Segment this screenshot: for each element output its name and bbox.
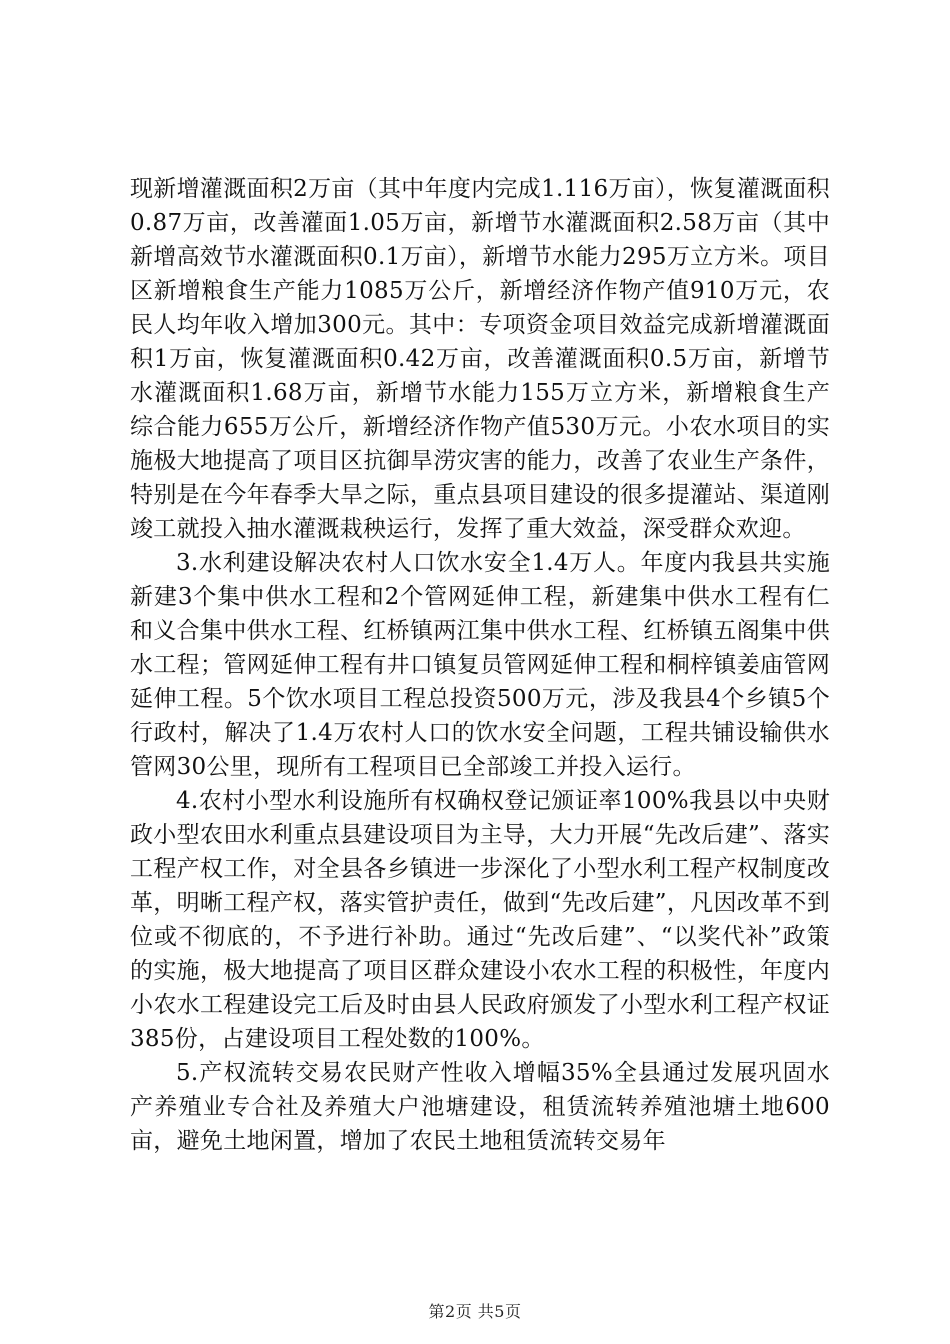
body-text: [130, 172, 830, 1158]
paragraph-continued: 现新增灌溉面积2万亩（其中年度内完成1.116万亩），恢复灌溉面积0.87万亩，改善灌面1.05万亩，新增节水灌溉面积2.58万亩（其中新增高效节水灌溉面积0.1万亩），新增节水能力295万立方米。项目区新增粮食生产能力1085万公斤，新增经济作物产值910万元，农民人均年收入增加300元。其中：专项资金项目效益完成新增灌溉面积1万亩，恢复灌溉面积0.42万亩，改善灌溉面积0.5万亩，新增节水灌溉面积1.68万亩，新增节水能力155万立方米，新增粮食生产综合能力655万公斤，新增经济作物产值530万元。小农水项目的实施极大地提高了项目区抗御旱涝灾害的能力，改善了农业生产条件，特别是在今年春季大旱之际，重点县项目建设的很多提灌站、渠道刚竣工就投入抽水灌溉栽秧运行，发挥了重大效益，深受群众欢迎。: [130, 176, 830, 542]
paragraph-item-4: 4.农村小型水利设施所有权确权登记颁证率100%我县以中央财政小型农田水利重点县建设项目为主导，大力开展“先改后建”、落实工程产权工作，对全县各乡镇进一步深化了小型水利工程产权制度改革，明晰工程产权，落实管护责任，做到“先改后建”，凡因改革不到位或不彻底的，不予进行补助。通过“先改后建”、“以奖代补”政策的实施，极大地提高了项目区群众建设小农水工程的积极性，年度内小农水工程建设完工后及时由县人民政府颁发了小型水利工程产权证385份，占建设项目工程处数的100%。: [130, 788, 830, 1052]
paragraph-item-3: 3.水利建设解决农村人口饮水安全1.4万人。年度内我县共实施新建3个集中供水工程和2个管网延伸工程，新建集中供水工程有仁和义合集中供水工程、红桥镇两江集中供水工程、红桥镇五阁集中供水工程；管网延伸工程有井口镇复员管网延伸工程和桐梓镇姜庙管网延伸工程。5个饮水项目工程总投资500万元，涉及我县4个乡镇5个行政村，解决了1.4万农村人口的饮水安全问题，工程共铺设输供水管网30公里，现所有工程项目已全部竣工并投入运行。: [130, 550, 830, 780]
page-number-footer: 第2页 共5页: [428, 1302, 522, 1321]
paragraph-item-5: 5.产权流转交易农民财产性收入增幅35%全县通过发展巩固水产养殖业专合社及养殖大户池塘建设，租赁流转养殖池塘土地600亩，避免土地闲置，增加了农民土地租赁流转交易年: [130, 1060, 830, 1154]
